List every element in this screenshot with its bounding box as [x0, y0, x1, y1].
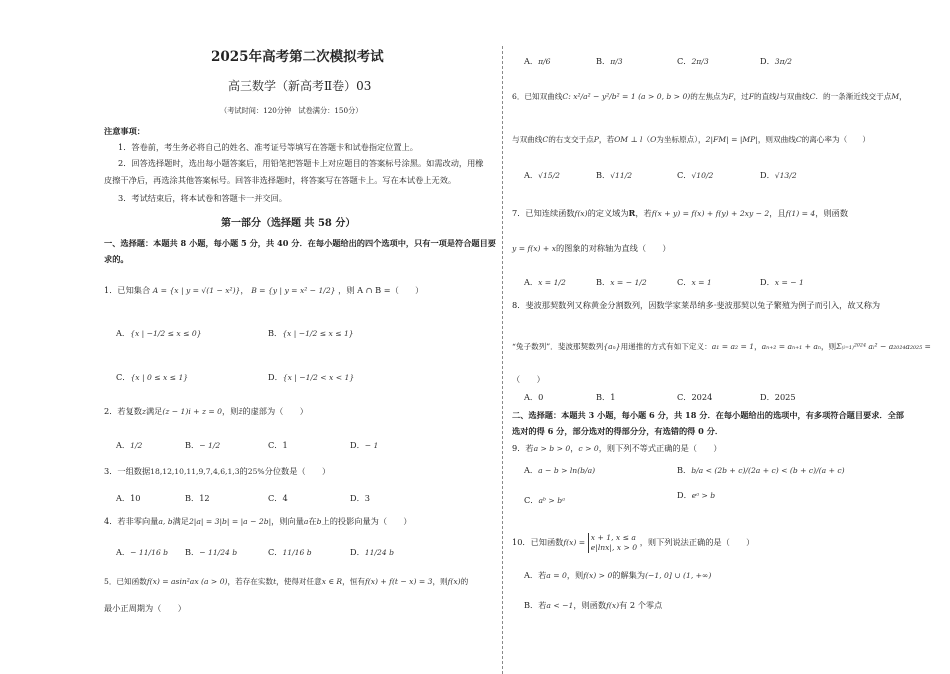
q6-stem-line2: 与双曲线C的右支交于点P，若OM ⊥ l（O为坐标原点），2|FM| = |MP|，则双曲线C的离心率为（ ）	[512, 135, 870, 144]
section2-line2: 选对的得 6 分，部分选对的得部分分，有选错的得 0 分．	[512, 426, 724, 436]
q8-stem: 8．斐波那契数列又称黄金分割数列，因数学家莱昂纳多·斐波那契以兔子繁殖为例子而引入，故又称为	[512, 300, 881, 310]
q8-stem-line3: （ ）	[512, 374, 545, 384]
q9-option-c[interactable]: C．aᵇ > bᵃ	[524, 495, 565, 505]
q9-option-b[interactable]: B．b/a < (2b + c)/(2a + c) < (b + c)/(a + c)	[677, 465, 845, 475]
q1-stem: 1．已知集合 A = {x | y = √(1 − x²)}， B = {y | y = x² − 1/2} ，则 A ∩ B =（ ）	[104, 285, 424, 295]
q1-option-a[interactable]: A．{x | −1/2 ≤ x ≤ 0}	[116, 328, 202, 338]
q6-option-b[interactable]: B．√11/2	[596, 170, 633, 180]
q4-option-a[interactable]: A．− 11/16 b	[116, 547, 169, 557]
q8-stem-line2: “兔子数列”．斐波那契数列{aₙ}用递推的方式有如下定义：a₁ = a₂ = 1，aₙ₊₂ = aₙ₊₁ + aₙ，则Σ₍ᵢ₌₁₎²⁰²⁴ aᵢ² − a₂₀₂₄a₂₀₂₅ =	[512, 342, 931, 351]
column-divider	[502, 46, 503, 674]
q4-stem: 4．若非零向量a, b满足2|a| = 3|b| = |a − 2b|，则向量a在b上的投影向量为（ ）	[104, 516, 412, 526]
q8-option-a[interactable]: A．0	[524, 392, 544, 402]
note-item: 皮擦干净后，再选涂其他答案标号。回答非选择题时，将答案写在答题卡上。写在本试卷上无效。	[104, 175, 457, 185]
q6-option-d[interactable]: D．√13/2	[760, 170, 797, 180]
q7-stem-line2: y = f(x) + x的图象的对称轴为直线（ ）	[512, 243, 671, 253]
q10-piecewise: x + 1, x ≤ a e|lnx|, x > 0	[588, 533, 637, 553]
q3-option-d[interactable]: D．3	[350, 493, 370, 503]
q10-option-a[interactable]: A．若a = 0，则f(x) > 0的解集为(−1, 0] ∪ (1, +∞)	[524, 570, 712, 580]
q5-stem-line2: 最小正周期为（ ）	[104, 603, 186, 613]
q8-option-b[interactable]: B．1	[596, 392, 616, 402]
q7-option-b[interactable]: B．x = − 1/2	[596, 277, 647, 287]
q10-option-b[interactable]: B．若a < −1，则函数f(x)有 2 个零点	[524, 600, 663, 610]
q4-option-d[interactable]: D．11/24 b	[350, 547, 394, 557]
q6-option-a[interactable]: A．√15/2	[524, 170, 561, 180]
section1-line1: 一、选择题：本题共 8 小题，每小题 5 分，共 40 分．在每小题给出的四个选项中，只有一项是符合题目要	[104, 238, 496, 248]
q3-option-c[interactable]: C．4	[268, 493, 288, 503]
exam-subtitle: 高三数学（新高考Ⅱ卷）03	[228, 79, 372, 93]
q2-option-d[interactable]: D．− 1	[350, 440, 379, 450]
section2-line1: 二、选择题：本题共 3 小题，每小题 6 分，共 18 分．在每小题给出的选项中，有多项符合题目要求．全部	[512, 410, 904, 420]
q8-option-c[interactable]: C．2024	[677, 392, 713, 402]
exam-info: （考试时间：120分钟 试卷满分：150分）	[220, 106, 363, 115]
q1-set-b: B = {y | y = x² − 1/2}	[251, 286, 336, 295]
q8-option-d[interactable]: D．2025	[760, 392, 796, 402]
q3-option-b[interactable]: B．12	[185, 493, 210, 503]
q6-stem: 6．已知双曲线C: x²/a² − y²/b² = 1 (a > 0, b > 0)的左焦点为F，过F的直线l与双曲线C．的一条渐近线交于点M，	[512, 92, 907, 101]
q6-option-c[interactable]: C．√10/2	[677, 170, 714, 180]
q5-option-b[interactable]: B．π/3	[596, 56, 623, 66]
q1-set-a: A = {x | y = √(1 − x²)}	[152, 286, 241, 295]
q7-option-d[interactable]: D．x = − 1	[760, 277, 804, 287]
q9-stem: 9．若a > b > 0，c > 0，则下列不等式正确的是（ ）	[512, 443, 722, 453]
exam-title: 2025年高考第二次模拟考试	[211, 49, 384, 65]
q5-option-c[interactable]: C．2π/3	[677, 56, 709, 66]
q1-option-d[interactable]: D．{x | −1/2 < x < 1}	[268, 372, 355, 382]
q7-stem: 7．已知连续函数f(x)的定义域为R，若f(x + y) = f(x) + f(y) + 2xy − 2，且f(1) = 4，则函数	[512, 208, 849, 218]
note-item: 3．考试结束后，将本试卷和答题卡一并交回。	[118, 193, 287, 203]
q1-option-c[interactable]: C．{x | 0 ≤ x ≤ 1}	[116, 372, 189, 382]
note-item: 2．回答选择题时，选出每小题答案后，用铅笔把答题卡上对应题目的答案标号涂黑。如需改动，用橡	[118, 158, 484, 168]
q5-stem: 5．已知函数f(x) = asin²ax (a > 0)，若存在实数t，使得对任意x ∈ R，恒有f(x) + f(t − x) = 3，则f(x)的	[104, 577, 469, 586]
q5-option-d[interactable]: D．3π/2	[760, 56, 792, 66]
q4-option-c[interactable]: C．11/16 b	[268, 547, 312, 557]
q1-option-b[interactable]: B．{x | −1/2 ≤ x ≤ 1}	[268, 328, 354, 338]
q2-option-b[interactable]: B．− 1/2	[185, 440, 221, 450]
q7-option-a[interactable]: A．x = 1/2	[524, 277, 566, 287]
q4-option-b[interactable]: B．− 11/24 b	[185, 547, 238, 557]
q3-stem: 3．一组数据18,12,10,11,9,7,4,6,1,3的25%分位数是（ ）	[104, 466, 331, 476]
q5-option-a[interactable]: A．π/6	[524, 56, 551, 66]
q2-stem: 2．若复数z满足(z − 1)i + z = 0，则z̄的虚部为（ ）	[104, 406, 308, 416]
q10-stem: 10．已知函数f(x) = x + 1, x ≤ a e|lnx|, x > 0 ，则下列说法正确的是（ ）	[512, 533, 755, 552]
q2-option-a[interactable]: A．1/2	[116, 440, 143, 450]
q3-option-a[interactable]: A．10	[116, 493, 141, 503]
q9-option-d[interactable]: D．eᵃ > b	[677, 490, 716, 500]
q2-option-c[interactable]: C．1	[268, 440, 288, 450]
note-item: 1．答卷前，考生务必将自己的姓名、准考证号等填写在答题卡和试卷指定位置上。	[118, 142, 418, 152]
q9-option-a[interactable]: A．a − b > ln(b/a)	[524, 465, 596, 475]
part1-heading: 第一部分（选择题 共 58 分）	[221, 218, 356, 229]
notes-heading: 注意事项：	[104, 126, 145, 136]
q7-option-c[interactable]: C．x = 1	[677, 277, 712, 287]
section1-line2: 求的。	[104, 254, 129, 264]
